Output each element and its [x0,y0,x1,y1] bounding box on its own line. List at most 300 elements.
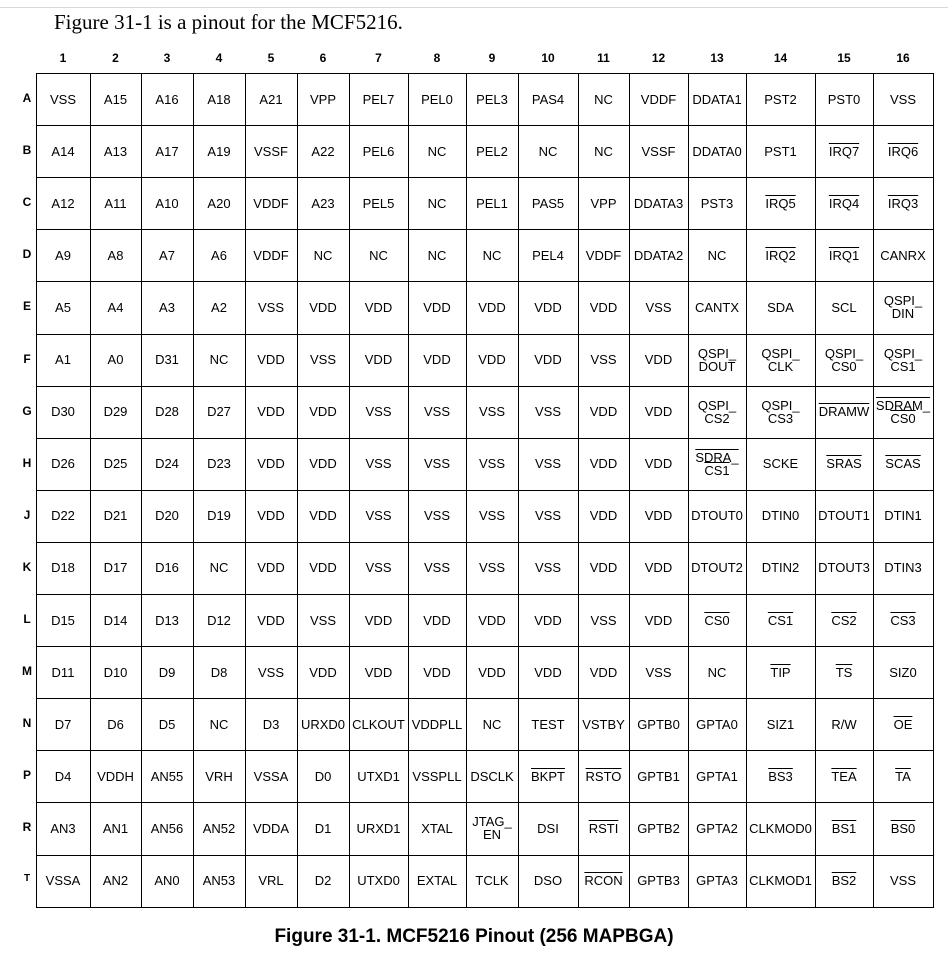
pin-cell [90,490,141,542]
pin-name: CANRX [880,247,926,263]
column-number: 5 [267,51,275,65]
intro-text: Figure 31-1 is a pinout for the MCF5216. [54,10,403,34]
column-number: 10 [541,51,555,65]
pin-cell [141,229,193,281]
pin-cell [815,646,873,698]
pin-cell [297,125,349,177]
pin-cell [245,438,297,490]
pin-cell [688,802,746,854]
pin-cell [349,281,408,333]
pin-cell [466,73,518,125]
pin-name: NC [594,91,613,107]
pin-name: A11 [104,195,127,211]
pin-name: VDD [534,352,562,368]
pin-cell [815,386,873,438]
pin-cell [873,855,933,907]
row-label: J [23,507,31,522]
pin-cell [297,334,349,386]
row-label: R [22,820,32,835]
pin-cell [408,334,466,386]
pin-name: PEL5 [362,195,395,211]
pin-name: CANTX [694,299,740,315]
pin-cell [408,438,466,490]
pin-name: $\overline{TIP}$ [770,664,791,680]
pin-cell [90,750,141,802]
pin-cell [873,542,933,594]
pin-cell [245,229,297,281]
column-number: 3 [163,51,171,65]
pin-name: VDD [309,664,337,680]
row-label: H [22,455,32,470]
pin-cell [629,177,688,229]
pin-cell [297,594,349,646]
pin-cell [349,125,408,177]
pin-cell [349,229,408,281]
pin-name: NC [482,716,502,732]
pin-name: XTAL [421,820,453,836]
pin-name: VSSF [254,143,288,159]
pin-cell [746,698,815,750]
pin-cell [193,386,245,438]
pin-cell [349,73,408,125]
pin-name: VDD [589,508,618,524]
pin-name: D10 [103,664,128,680]
pin-cell [688,386,746,438]
pin-cell [578,281,629,333]
pin-name: DRAMW [818,404,870,420]
pin-cell [746,438,815,490]
pin-cell [245,73,297,125]
pin-cell [349,490,408,542]
pin-cell [297,386,349,438]
pin-cell [408,281,466,333]
pin-name: VSS [365,508,392,524]
pin-name: VRL [258,873,284,889]
pin-cell [629,750,688,802]
pin-name: D18 [51,560,75,576]
row-label: B [22,143,32,158]
grid-hline [36,490,934,491]
pin-name: VPP [590,195,617,211]
pin-name: A3 [159,299,175,315]
pin-name: DTIN3 [884,560,922,576]
pin-cell [466,750,518,802]
pin-cell [518,490,578,542]
pin-cell [629,386,688,438]
pin-name: VSS [534,508,561,524]
pin-name: IRQ3 [887,195,919,211]
pin-cell [141,802,193,854]
pin-name: CS1 [767,612,794,628]
pin-cell [873,802,933,854]
pin-cell [349,386,408,438]
pin-name: A18 [207,91,231,107]
pin-cell [688,594,746,646]
pin-name: DSI [537,820,559,836]
pin-name: VSS [534,404,561,420]
pin-cell [873,281,933,333]
pin-cell [629,229,688,281]
pin-name: VSS [365,404,392,420]
pin-name: VSS [590,612,617,628]
pin-name: AN2 [102,873,129,889]
pin-cell [815,334,873,386]
pin-cell [36,802,90,854]
grid-hline [36,907,934,908]
grid-hline [36,542,934,543]
pin-name: VDD [644,560,673,576]
pin-cell [245,646,297,698]
pin-name: PEL2 [476,143,508,159]
pin-name: QSPI_ DOUT [697,345,737,374]
pin-name: NC [427,195,447,211]
column-number: 12 [651,51,666,65]
pin-cell [408,802,466,854]
pin-cell [578,698,629,750]
grid-hline [36,802,934,803]
pin-cell [90,177,141,229]
pin-cell [245,386,297,438]
pin-name: NC [209,560,229,576]
pin-name: D22 [51,508,75,524]
pin-name: SDRAM_ CS0 [875,397,931,426]
pin-cell [90,855,141,907]
pin-cell [578,542,629,594]
pin-name: AN56 [150,820,184,836]
grid-hline [36,855,934,856]
pin-cell [193,542,245,594]
pin-name: D28 [155,404,179,420]
pin-cell [245,281,297,333]
pin-name: CS2 [831,612,857,628]
pin-cell [466,490,518,542]
pin-name: SIZ1 [766,716,795,732]
pin-name: VDD [644,456,673,472]
pin-cell [518,281,578,333]
pin-cell [746,334,815,386]
pin-cell [746,594,815,646]
pin-cell [193,855,245,907]
pin-name: PEL7 [362,91,395,107]
row-label: F [23,351,31,366]
pin-cell [349,438,408,490]
pin-cell [688,438,746,490]
pin-name: NC [209,716,229,732]
pin-name: DSO [533,873,563,889]
pin-cell [746,125,815,177]
pin-name: SRAS [826,456,862,472]
pin-cell [815,750,873,802]
pin-name: D26 [51,456,75,472]
pin-name: CLKMOD0 [749,820,812,836]
figure-caption: Figure 31-1. MCF5216 Pinout (256 MAPBGA) [274,926,674,947]
pin-cell [36,386,90,438]
pin-name: VSS [309,352,336,368]
pin-cell [193,646,245,698]
pin-name: VSS [889,873,916,889]
pin-name: VDDA [252,820,290,836]
pin-name: NC [594,143,613,159]
pin-cell [746,229,815,281]
column-number: 6 [319,51,327,65]
pin-name: D14 [103,612,128,628]
pin-cell [873,73,933,125]
pin-name: A9 [55,247,71,263]
pin-name: AN3 [50,820,76,836]
pin-cell [629,73,688,125]
pin-cell [245,334,297,386]
pin-cell [466,229,518,281]
row-label: E [22,299,31,314]
pin-name: PST1 [764,143,797,159]
grid-hline [36,386,934,387]
pin-cell [466,281,518,333]
pin-name: VSS [534,456,561,472]
pin-cell [141,438,193,490]
pin-cell [746,386,815,438]
pin-cell [408,125,466,177]
pin-cell [815,125,873,177]
pin-cell [408,386,466,438]
pin-cell [36,542,90,594]
pin-cell [688,281,746,333]
pin-cell [629,334,688,386]
pin-name: DDATA2 [633,247,684,263]
pin-cell [578,73,629,125]
pin-name: D25 [103,456,128,472]
pin-name: VSS [423,456,450,472]
pin-name: VDD [309,560,337,576]
top-rule [0,7,948,8]
pin-name: DDATA3 [633,195,684,211]
pin-cell [873,229,933,281]
pin-cell [873,125,933,177]
pin-cell [90,698,141,750]
grid-hline [36,750,934,751]
pin-name: PEL0 [421,91,453,107]
pin-cell [141,750,193,802]
pin-name: $\overline{TS}$ [835,664,853,680]
pin-name: SCL [831,299,857,315]
pin-cell [873,750,933,802]
grid-hline [36,125,934,126]
pin-cell [90,542,141,594]
pin-name: VDD [478,664,506,680]
pin-cell [193,594,245,646]
pin-name: BS0 [890,820,916,836]
pin-name: VDD [478,352,506,368]
pin-cell [349,646,408,698]
pin-name: D7 [54,716,72,732]
pin-cell [629,542,688,594]
pin-cell [815,490,873,542]
pin-cell [90,125,141,177]
pin-cell [815,855,873,907]
pin-name: IRQ4 [828,195,860,211]
pin-cell [141,490,193,542]
pin-name: R/W [831,716,857,732]
pin-cell [408,73,466,125]
pin-name: VSS [309,612,336,628]
pin-cell [873,334,933,386]
pin-cell [815,802,873,854]
pin-cell [578,438,629,490]
pin-name: VSS [478,560,505,576]
pin-name: VDD [364,352,393,368]
pin-name: D5 [158,716,176,732]
pin-cell [688,229,746,281]
pin-cell [408,542,466,594]
pin-name: VDD [423,352,451,368]
pin-name: A13 [103,143,128,159]
pin-name: NC [427,143,447,159]
pin-cell [746,490,815,542]
pin-name: AN1 [102,820,129,836]
pin-name: VDD [534,664,562,680]
pin-cell [349,750,408,802]
pin-name: VSS [590,352,617,368]
pin-name: VDD [257,456,285,472]
row-label: N [22,716,32,731]
pin-name: VDD [364,299,393,315]
pin-name: D29 [103,404,128,420]
pin-cell [297,490,349,542]
pin-name: VDD [478,612,506,628]
pin-name: JTAG_ EN [472,814,512,843]
column-number: 14 [773,51,788,65]
pin-cell [518,855,578,907]
pin-name: VSS [365,456,392,472]
pin-name: VSS [423,404,450,420]
grid-hline [36,334,934,335]
pin-name: GPTB3 [637,873,680,889]
pin-cell [245,594,297,646]
pin-name: QSPI_ DIN [883,293,923,322]
pin-cell [141,698,193,750]
pin-cell [466,125,518,177]
pin-name: PST2 [764,91,797,107]
pin-cell [408,855,466,907]
pin-name: BS1 [831,820,857,836]
pin-name: VSS [534,560,561,576]
pin-name: NC [482,247,502,263]
pin-name: GPTB2 [637,820,680,836]
pin-cell [90,281,141,333]
column-number: 4 [215,51,223,65]
pin-name: CLKOUT [352,716,405,732]
pin-cell [815,281,873,333]
pin-name: A0 [107,352,124,368]
pin-name: A14 [51,143,75,159]
pin-cell [297,698,349,750]
column-number: 7 [375,51,382,65]
pin-cell [36,334,90,386]
pin-name: RCON [584,873,623,889]
pin-name: VSS [257,664,284,680]
pin-name: VSS [478,508,505,524]
pin-name: D6 [107,716,124,732]
grid-hline [36,698,934,699]
pin-cell [193,281,245,333]
pin-name: VDD [257,404,285,420]
pin-name: D11 [51,664,75,680]
pin-name: AN52 [202,820,236,836]
pin-cell [141,386,193,438]
pin-name: CS0 [704,612,730,628]
pin-cell [629,802,688,854]
pin-name: D21 [103,508,128,524]
column-number: 8 [433,51,441,65]
pin-cell [578,490,629,542]
pin-name: VDD [478,299,506,315]
pin-name: A15 [103,91,128,107]
pin-name: CLKMOD1 [749,873,812,889]
pin-name: CS3 [890,612,916,628]
pin-cell [141,646,193,698]
pin-cell [815,73,873,125]
pin-cell [193,125,245,177]
pin-cell [518,802,578,854]
pin-cell [518,125,578,177]
pin-cell [193,438,245,490]
pin-cell [408,646,466,698]
pin-name: A2 [211,299,227,315]
pin-cell [815,177,873,229]
pin-cell [518,177,578,229]
pin-name: UTXD1 [357,768,400,784]
row-label: G [22,403,32,418]
pin-name: QSPI_ CLK [761,345,800,374]
pin-cell [90,594,141,646]
pin-name: GPTA1 [696,768,738,784]
pin-name: AN55 [150,768,184,784]
pin-name: D20 [155,508,179,524]
pin-name: VDD [309,404,337,420]
pin-name: SDA [767,299,794,315]
grid-hline [36,73,934,74]
pin-cell [349,855,408,907]
pin-name: UTXD0 [357,873,400,889]
pin-cell [36,438,90,490]
pin-name: DSCLK [470,768,514,784]
pin-cell [36,594,90,646]
pin-cell [688,855,746,907]
pin-cell [629,594,688,646]
pin-name: A4 [107,299,124,315]
pin-cell [746,855,815,907]
column-number: 15 [837,51,851,65]
pin-name: VDDPLL [411,716,463,732]
pin-cell [873,646,933,698]
grid-hline [36,177,934,178]
pin-cell [578,750,629,802]
pin-cell [466,594,518,646]
pin-cell [90,73,141,125]
pin-name: PAS4 [531,91,565,107]
pin-cell [90,334,141,386]
pin-name: DTIN1 [884,508,922,524]
pin-name: VSSA [45,873,81,889]
pin-name: VSS [423,508,450,524]
pin-cell [518,386,578,438]
pin-cell [688,125,746,177]
pin-cell [746,802,815,854]
pin-cell [466,802,518,854]
pin-cell [688,698,746,750]
pin-name: VDD [364,664,393,680]
pin-name: NC [369,247,388,263]
pin-name: VDD [589,456,618,472]
